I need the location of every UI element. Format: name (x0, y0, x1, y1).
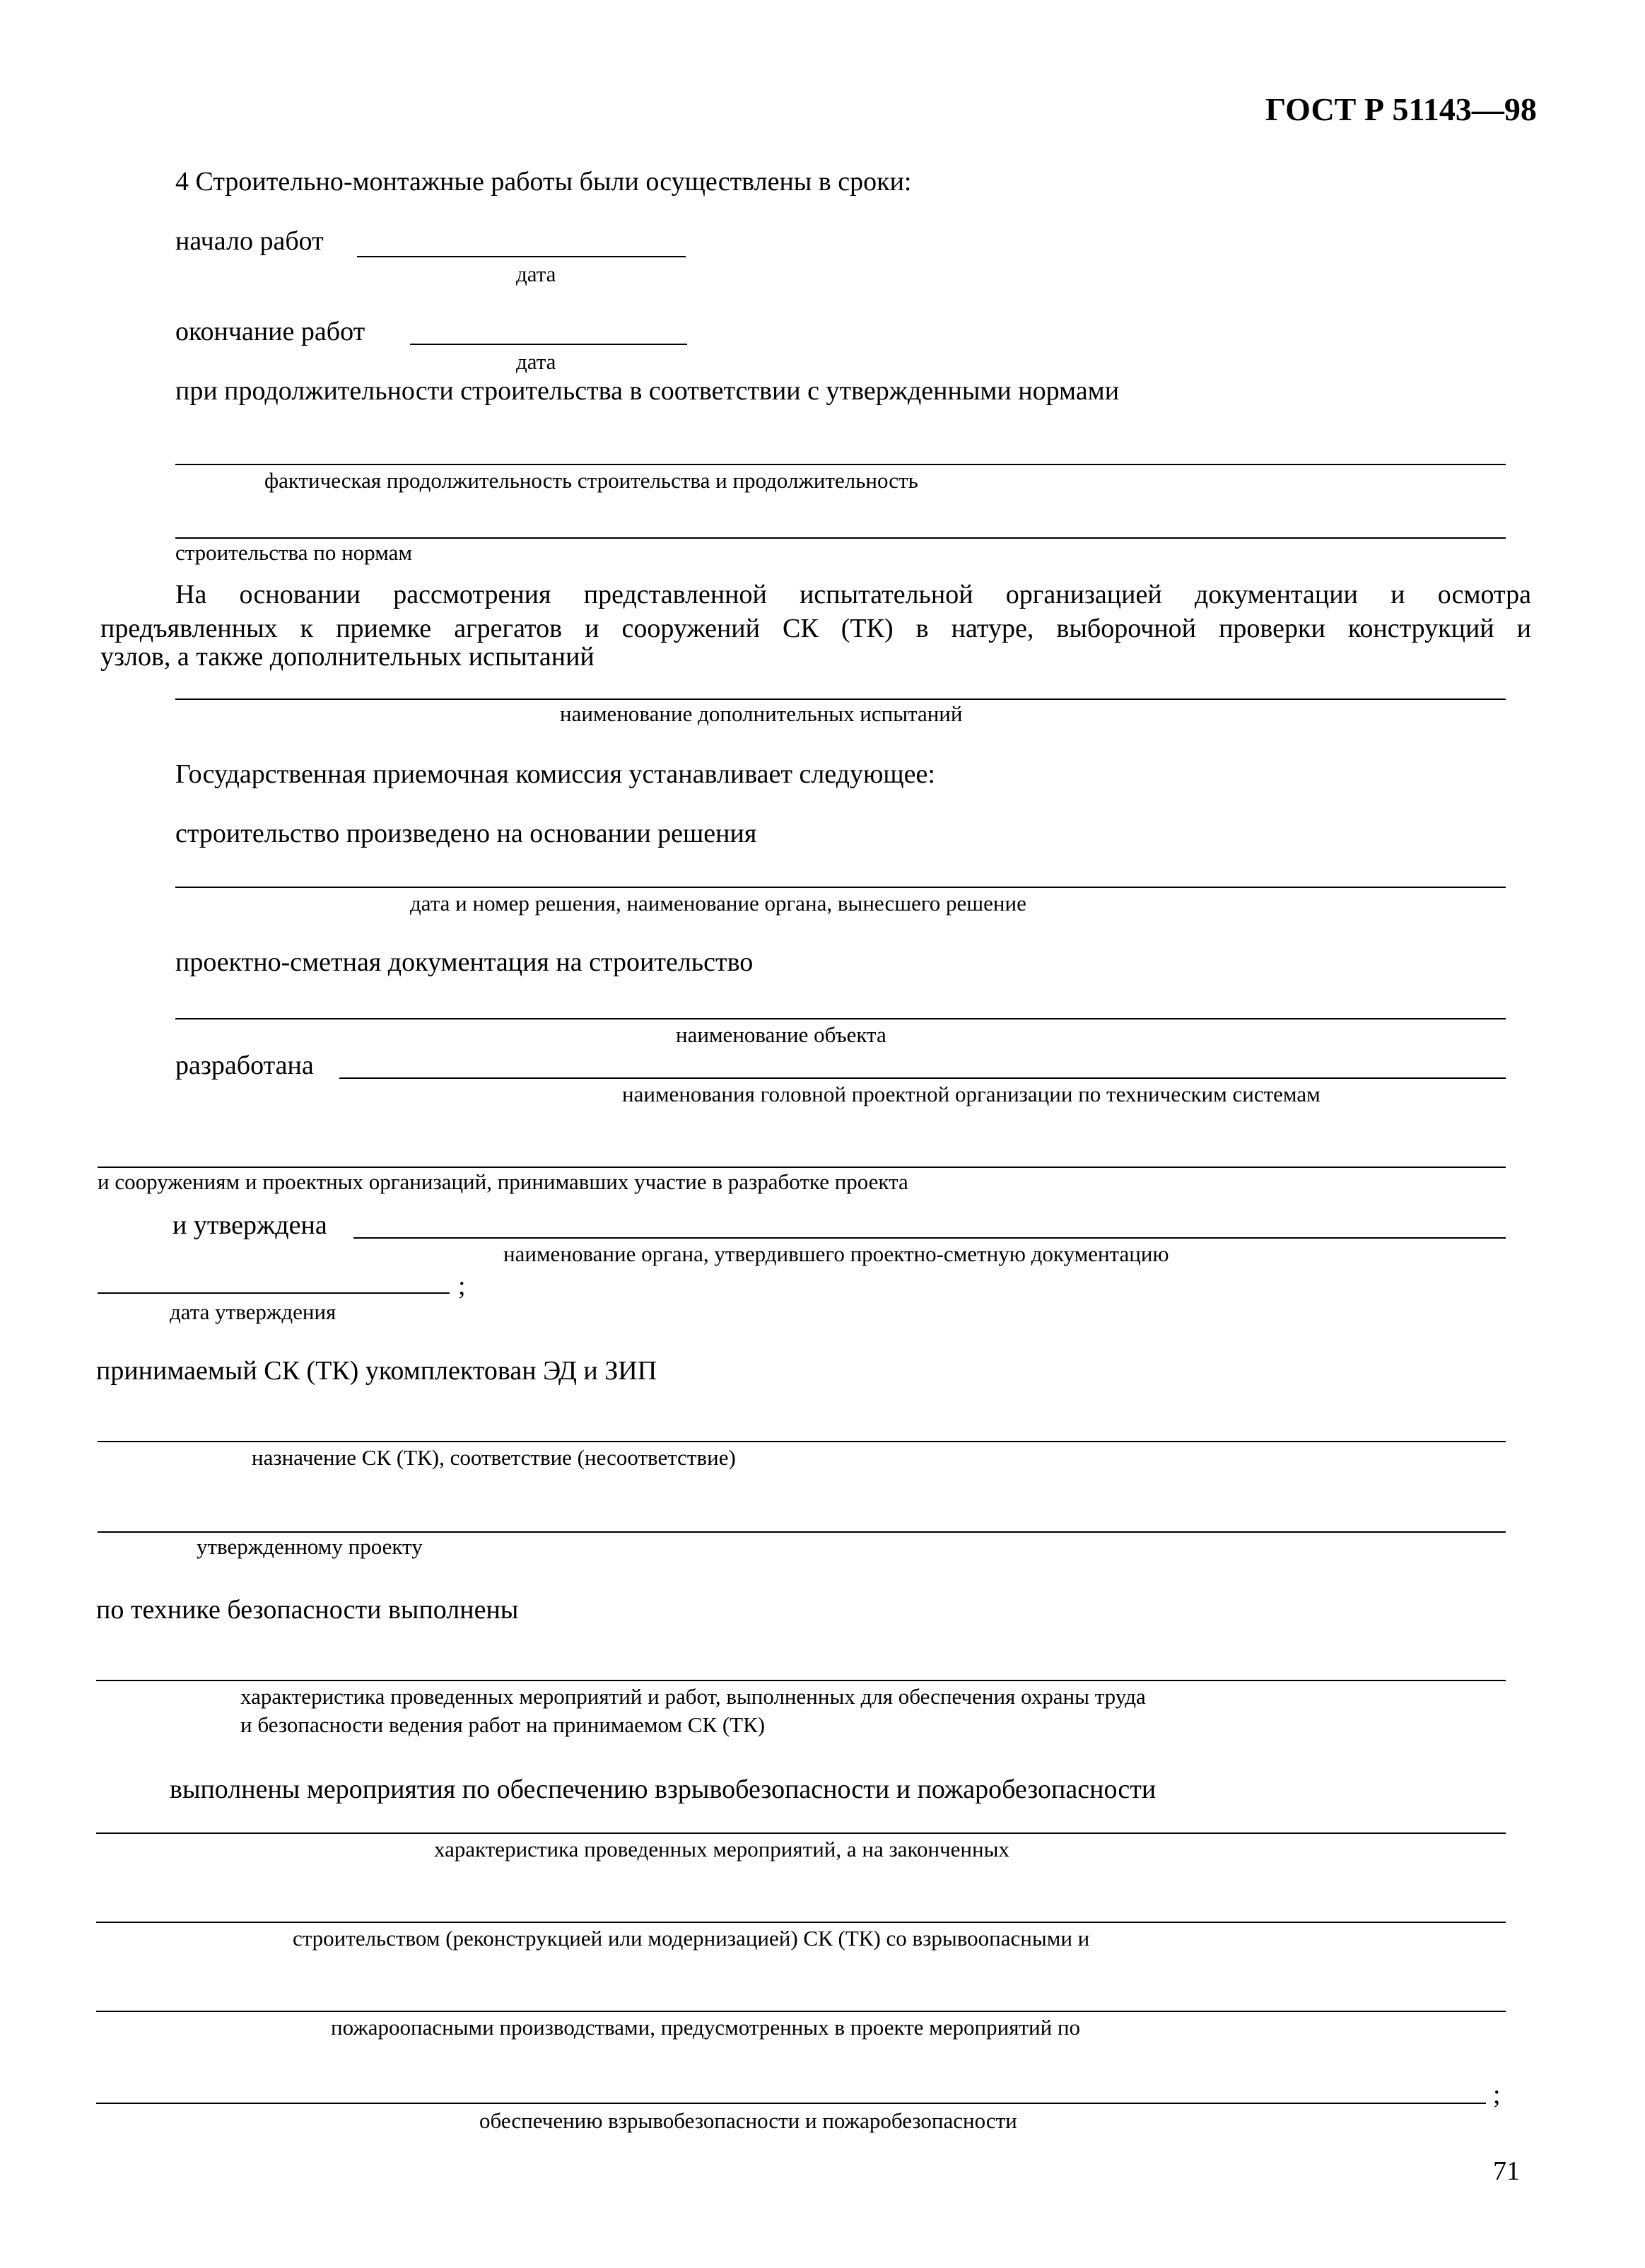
approved-caption: наименование органа, утвердившего проектно-сметную документацию (503, 1241, 1169, 1266)
equipment-caption-2: утвержденному проекту (197, 1534, 423, 1559)
end-label: окончание работ (175, 317, 365, 346)
decision-label: строительство произведено на основании решения (175, 819, 757, 848)
document-id: ГОСТ Р 51143—98 (1265, 91, 1537, 127)
duration-caption-2: строительства по нормам (175, 540, 412, 565)
start-label: начало работ (175, 226, 324, 256)
fire-label: выполнены мероприятия по обеспечению взрывобезопасности и пожаробезопасности (170, 1775, 1157, 1804)
duration-caption-1: фактическая продолжительность строительства и продолжительность (264, 468, 918, 493)
additional-tests-field[interactable] (175, 698, 1506, 700)
fire-field-3[interactable] (96, 2011, 1506, 2012)
safety-caption-1: характеристика проведенных мероприятий и работ, выполненных для обеспечения охраны труда (240, 1684, 1146, 1709)
approval-date-caption: дата утверждения (170, 1299, 336, 1324)
developed-caption: наименования головной проектной организации по техническим системам (622, 1082, 1321, 1106)
developed-field[interactable] (339, 1077, 1506, 1079)
safety-label: по технике безопасности выполнены (96, 1595, 519, 1625)
duration-field-1[interactable] (175, 464, 1506, 465)
equipment-caption-1: назначение СК (ТК), соответствие (несоответствие) (252, 1445, 736, 1470)
basis-line-2: предъявленных к приемке агрегатов и сооружений СК (ТК) в натуре, выборочной проверки конструкций и (100, 614, 1531, 643)
design-docs-label: проектно-сметная документация на строительство (175, 947, 754, 977)
page-number: 71 (1493, 2156, 1520, 2186)
equipment-field-2[interactable] (98, 1531, 1506, 1533)
approval-date-field[interactable] (98, 1292, 450, 1294)
section-title: 4 Строительно-монтажные работы были осуществлены в сроки: (175, 167, 912, 197)
decision-field[interactable] (175, 887, 1506, 888)
fire-field-4[interactable] (96, 2103, 1486, 2104)
fire-caption-4: обеспечению взрывобезопасности и пожаробезопасности (479, 2108, 1017, 2133)
orgs-caption: и сооружениям и проектных организаций, принимавших участие в разработке проекта (98, 1169, 908, 1194)
fire-caption-1: характеристика проведенных мероприятий, а на законченных (434, 1837, 1009, 1861)
equipment-field-1[interactable] (98, 1441, 1506, 1442)
end-date-field[interactable] (410, 344, 687, 345)
start-date-field[interactable] (357, 256, 686, 257)
approval-date-suffix: ; (458, 1271, 466, 1301)
orgs-field[interactable] (98, 1167, 1506, 1168)
basis-line-3: узлов, а также дополнительных испытаний (100, 642, 595, 672)
start-date-caption: дата (516, 262, 556, 286)
duration-text: при продолжительности строительства в соответствии с утвержденными нормами (175, 376, 1120, 406)
fire-field-1[interactable] (96, 1832, 1506, 1834)
equipment-label: принимаемый СК (ТК) укомплектован ЭД и ЗИП (96, 1356, 657, 1386)
approved-field[interactable] (353, 1237, 1506, 1239)
basis-line-1: На основании рассмотрения представленной испытательной организацией документации и осмотра (175, 580, 1531, 609)
commission-statement: Государственная приемочная комиссия устанавливает следующее: (175, 759, 935, 789)
fire-field-2[interactable] (96, 1922, 1506, 1923)
end-date-caption: дата (516, 349, 556, 374)
object-name-field[interactable] (175, 1018, 1506, 1019)
decision-caption: дата и номер решения, наименование органа, вынесшего решение (410, 891, 1026, 916)
fire-end-suffix: ; (1493, 2080, 1501, 2110)
duration-field-2[interactable] (175, 537, 1506, 539)
object-name-caption: наименование объекта (676, 1022, 886, 1047)
fire-caption-2: строительством (реконструкцией или модернизацией) СК (ТК) со взрывоопасными и (293, 1926, 1090, 1951)
fire-caption-3: пожароопасными производствами, предусмотренных в проекте мероприятий по (331, 2015, 1081, 2040)
safety-field[interactable] (96, 1680, 1506, 1681)
approved-label: и утверждена (172, 1210, 327, 1240)
developed-label: разработана (175, 1051, 314, 1080)
additional-tests-caption: наименование дополнительных испытаний (560, 701, 963, 726)
safety-caption-2: и безопасности ведения работ на принимаемом СК (ТК) (240, 1712, 766, 1737)
